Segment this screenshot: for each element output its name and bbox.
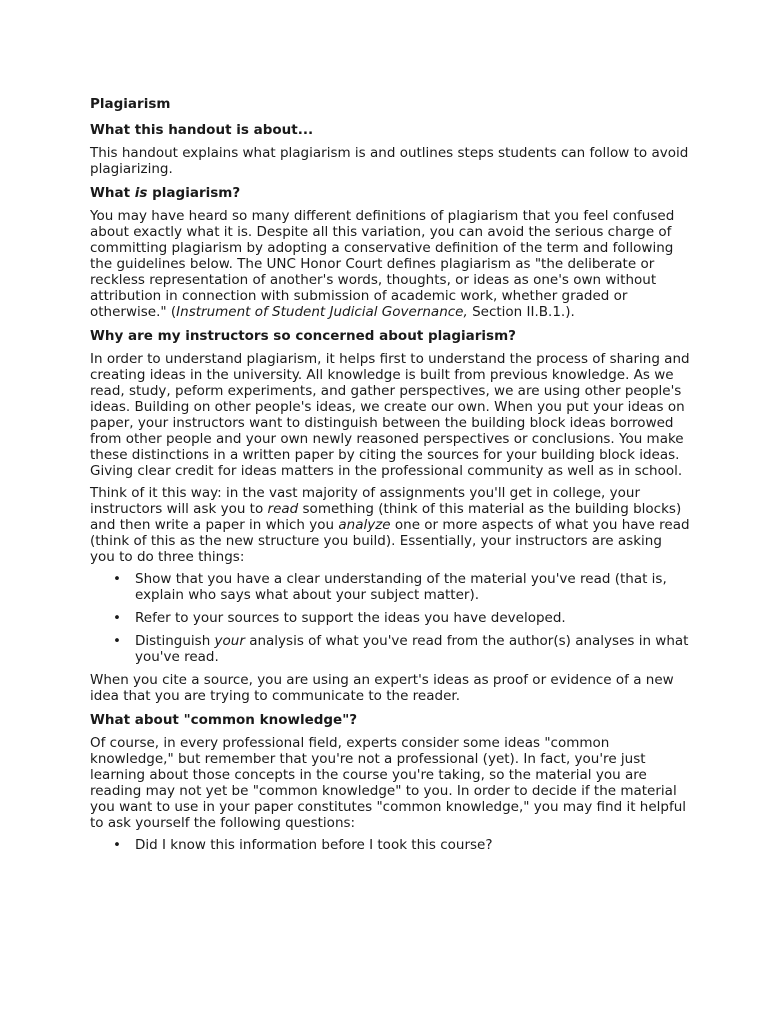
heading-what-about: What this handout is about... bbox=[90, 122, 314, 138]
emphasis-your: your bbox=[214, 633, 245, 649]
paragraph-common-knowledge: Of course, in every professional field, experts consider some ideas "common knowledge," but remember that you're not a professional (yet). In fact, you're just learning about those concepts in the course you're taking, so the material you are reading may not yet be "common knowledge" to you. In order to decide if the material you want to use in your paper constitutes "common knowledge," you may find it helpful to ask yourself the following questions: bbox=[90, 735, 687, 831]
heading-what-is-plagiarism bbox=[90, 183, 690, 203]
emphasis-read: read bbox=[267, 501, 299, 517]
paragraph-text: Think of it this way: in the vast majority of assignments you'll get in college, your instructors will ask you to bbox=[90, 485, 640, 517]
list-item-text: Did I know this information before I took this course? bbox=[135, 837, 493, 853]
list-item-text: Refer to your sources to support the ideas you have developed. bbox=[135, 610, 566, 626]
list-item bbox=[113, 571, 690, 603]
citation-title: Instrument of Student Judicial Governance, bbox=[176, 304, 468, 320]
document-page bbox=[90, 94, 690, 860]
paragraph-why-1: In order to understand plagiarism, it helps first to understand the process of sharing and creating ideas in the university. All knowledge is built from previous knowledge. As we read, study, peform experiments, and gather perspectives, we are using other people's ideas. Building on other people's ideas, we create our own. When you put your ideas on paper, your instructors want to distinguish between the building block ideas borrowed from other people and your own newly reasoned perspectives or conclusions. You make these distinctions in a written paper by citing the sources for your building block ideas. Giving clear credit for ideas matters in the professional community as well as in school. bbox=[90, 351, 690, 479]
paragraph-about: This handout explains what plagiarism is and outlines steps students can follow to avoid plagiarizing. bbox=[90, 145, 689, 177]
bullet-icon: • bbox=[113, 633, 121, 649]
paragraph-text: something (think of this material as the building blocks) and then write a paper in which you bbox=[90, 501, 682, 533]
list-item bbox=[113, 837, 690, 853]
list-item-text: Distinguish bbox=[135, 633, 215, 649]
heading-common-knowledge: What about "common knowledge"? bbox=[90, 712, 358, 728]
list-item-text: Show that you have a clear understanding of the material you've read (that is, explain who says what about your subject matter). bbox=[135, 571, 667, 603]
list-three-things bbox=[90, 571, 690, 665]
emphasis-analyze: analyze bbox=[338, 517, 391, 533]
list-item bbox=[113, 633, 690, 665]
paragraph-definition bbox=[90, 208, 690, 320]
heading-why-concerned: Why are my instructors so concerned about plagiarism? bbox=[90, 328, 516, 344]
list-questions bbox=[90, 837, 690, 853]
bullet-icon: • bbox=[113, 571, 121, 587]
bullet-icon: • bbox=[113, 610, 121, 626]
bullet-icon: • bbox=[113, 837, 121, 853]
heading-text: What bbox=[90, 185, 135, 201]
heading-text: plagiarism? bbox=[147, 185, 241, 201]
paragraph-text: Section II.B.1.). bbox=[467, 304, 575, 320]
paragraph-why-2 bbox=[90, 485, 690, 565]
heading-emphasis: is bbox=[134, 185, 148, 201]
list-item bbox=[113, 610, 690, 626]
paragraph-cite: When you cite a source, you are using an expert's ideas as proof or evidence of a new idea that you are trying to communicate to the reader. bbox=[90, 672, 674, 704]
list-item-text: analysis of what you've read from the author(s) analyses in what you've read. bbox=[135, 633, 689, 665]
document-title: Plagiarism bbox=[90, 96, 171, 112]
paragraph-text: You may have heard so many different definitions of plagiarism that you feel confused about exactly what it is. Despite all this variation, you can avoid the serious charge of committing plagiarism by adopting a conservative definition of the term and following the guidelines below. The UNC Honor Court defines plagiarism as "the deliberate or reckless representation of another's words, thoughts, or ideas as one's own without attribution in connection with submission of academic work, whether graded or otherwise." ( bbox=[90, 208, 675, 320]
paragraph-text: one or more aspects of what you have read (think of this as the new structure you build). Essentially, your instructors are asking you to do three things: bbox=[90, 517, 690, 565]
